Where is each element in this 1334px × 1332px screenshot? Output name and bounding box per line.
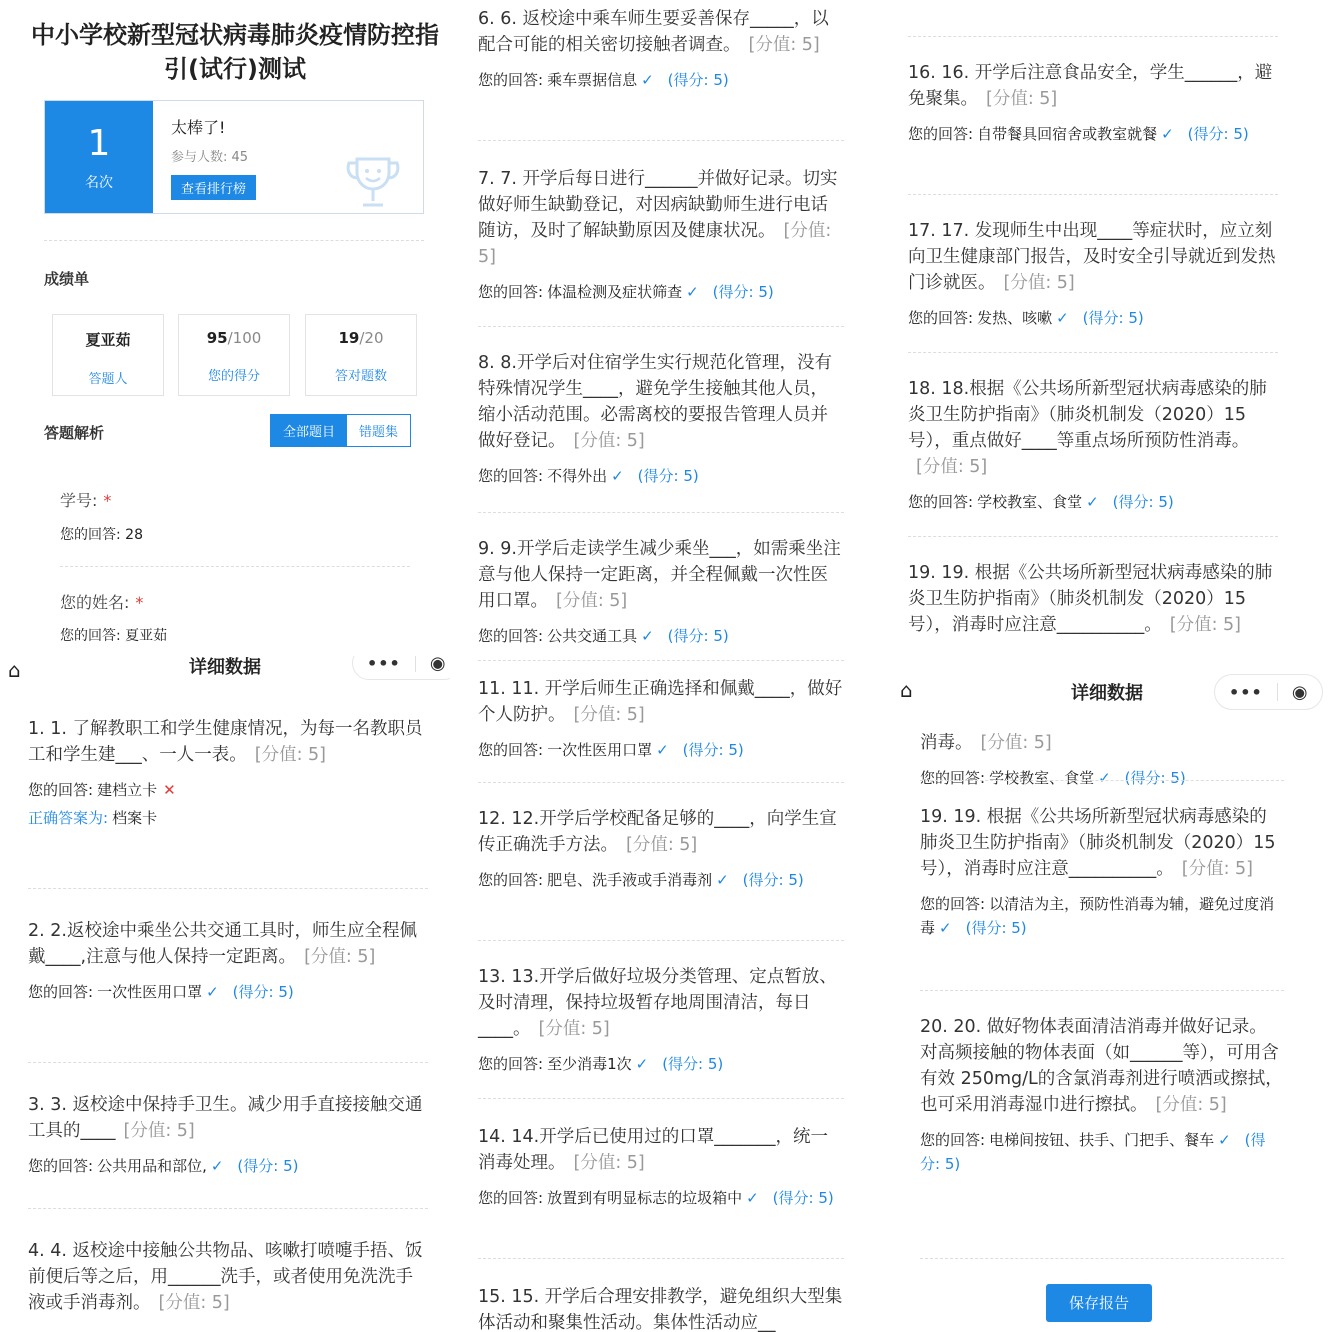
answer-line [478, 280, 844, 304]
divider [478, 326, 844, 327]
question-text [478, 806, 844, 858]
question-item [920, 804, 1284, 940]
wrong-icon: ✕ [163, 781, 176, 799]
score-text: (得分: 5) [1112, 493, 1174, 511]
detail-panel-4 [880, 668, 1334, 1332]
report-title: 成绩单 [44, 270, 90, 288]
question-item [478, 1124, 844, 1210]
question-text [28, 716, 428, 768]
question-text [920, 730, 1284, 756]
home-icon[interactable]: ⌂ [8, 658, 21, 682]
question-points: [分值: 5] [573, 705, 645, 725]
detail-panel-1 [0, 656, 450, 1332]
score-text: (得分: 5) [237, 1157, 299, 1175]
score-text: (得分: 5) [742, 871, 804, 889]
question-points: [分值: 5] [538, 1019, 610, 1039]
score-value: 95 [206, 329, 228, 347]
answer-prefix: 您的回答: [478, 627, 544, 645]
answer-prefix: 您的回答: [908, 493, 974, 511]
home-icon[interactable]: ⌂ [900, 678, 913, 702]
question-item [478, 1284, 844, 1332]
answer-line [908, 306, 1278, 330]
check-icon: ✓ [686, 283, 699, 301]
answer-value: 电梯间按钮、扶手、门把手、餐车 [989, 1131, 1215, 1149]
question-text [908, 60, 1278, 112]
question-points: [分值: 5] [986, 89, 1058, 109]
check-icon: ✓ [641, 627, 654, 645]
question-item [28, 716, 428, 830]
answer-prefix: 您的回答: [478, 467, 544, 485]
question-points: [分值: 5] [1181, 859, 1253, 879]
score-text: (得分: 5) [662, 1055, 724, 1073]
check-icon: ✓ [716, 871, 729, 889]
question-body: 7. 7. 开学后每日进行______并做好记录。切实做好师生缺勤登记，对因病缺勤师生进行电话随访，及时了解缺勤原因及健康状况。 [478, 169, 838, 241]
nav-capsule [352, 656, 450, 680]
question-item [28, 918, 428, 1004]
divider [478, 782, 844, 783]
trophy-icon [345, 153, 401, 213]
answer-prefix: 您的回答: [478, 283, 544, 301]
divider [478, 512, 844, 513]
answer-prefix: 您的回答: [908, 309, 974, 327]
question-text [478, 1284, 844, 1332]
answer-line [908, 122, 1278, 146]
question-item [920, 1014, 1284, 1176]
respondent-label: 答题人 [88, 372, 128, 387]
divider [478, 1258, 844, 1259]
student-id-answer: 您的回答: 28 [60, 527, 143, 543]
rank-badge [45, 101, 153, 213]
answer-prefix: 您的回答: [908, 125, 974, 143]
question-item [478, 964, 844, 1076]
divider [908, 36, 1278, 37]
close-target-icon[interactable]: ◉ [1291, 681, 1308, 703]
answer-value: 放置到有明显标志的垃圾箱中 [547, 1189, 743, 1207]
score-label: 您的得分 [207, 369, 260, 384]
question-body: 6. 6. 返校途中乘车师生要妥善保存_____，以配合可能的相关密切接触者调查。 [478, 9, 829, 55]
divider [920, 1258, 1284, 1259]
question-body: 1. 1. 了解教职工和学生健康情况，为每一名教职员工和学生建___、一人一表。 [28, 719, 423, 765]
question-body: 19. 19. 根据《公共场所新型冠状病毒感染的肺炎卫生防护指南》（肺炎机制发（2020）15号），消毒时应注意__________。 [908, 563, 1273, 635]
answer-value: 公共用品和部位, [97, 1157, 207, 1175]
question-body: 12. 12.开学后学校配备足够的____，向学生宣传正确洗手方法。 [478, 809, 837, 855]
question-text [478, 964, 844, 1042]
correct-answer-line [28, 806, 428, 830]
score-card-name [52, 314, 164, 396]
detail-panel-2 [450, 0, 880, 1332]
answer-line [478, 464, 844, 488]
question-text [478, 1124, 844, 1176]
answer-line [920, 766, 1284, 790]
check-icon: ✓ [206, 983, 219, 1001]
correct-label: 答对题数 [334, 369, 387, 384]
question-points: [分值: 5] [158, 1293, 230, 1313]
answer-value: 学校教室、食堂 [989, 769, 1095, 787]
divider [478, 140, 844, 141]
score-text: (得分: 5) [232, 983, 294, 1001]
question-text [478, 350, 844, 454]
score-text: (得分: 5) [1124, 769, 1186, 787]
divider [920, 990, 1284, 991]
divider [478, 1098, 844, 1099]
tab-wrong-questions[interactable]: 错题集 [347, 415, 410, 446]
analysis-title: 答题解析 [44, 424, 105, 442]
correct-count: 19 [338, 329, 360, 347]
question-item [908, 60, 1278, 146]
divider [44, 240, 424, 241]
score-text: (得分: 5) [965, 919, 1027, 937]
score-card-points [178, 314, 290, 396]
divider [478, 660, 844, 661]
navbar [0, 656, 450, 690]
question-item [920, 730, 1284, 790]
score-text: (得分: 5) [637, 467, 699, 485]
answer-value: 不得外出 [547, 467, 608, 485]
page-title: 中小学校新型冠状病毒肺炎疫情防控指引(试行)测试 [31, 21, 439, 83]
question-points: [分值: 5] [1155, 1095, 1227, 1115]
answer-value: 学校教室、食堂 [977, 493, 1083, 511]
divider [28, 888, 428, 889]
divider [28, 1062, 428, 1063]
question-text [920, 1014, 1284, 1118]
answer-value: 建档立卡 [97, 781, 158, 799]
check-icon: ✓ [1161, 125, 1174, 143]
question-body: 18. 18.根据《公共场所新型冠状病毒感染的肺炎卫生防护指南》（肺炎机制发（2020）15号），重点做好____等重点场所预防性消毒。 [908, 379, 1267, 451]
student-id-label: 学号: * [60, 491, 112, 510]
divider [908, 352, 1278, 353]
question-body: 2. 2.返校途中乘坐公共交通工具时，师生应全程佩戴____,注意与他人保持一定距离。 [28, 921, 417, 967]
question-points: [分值: 5] [1003, 273, 1075, 293]
respondent-name: 夏亚茹 [85, 331, 131, 349]
question-item [908, 0, 1278, 2]
save-report-button[interactable]: 保存报告 [1046, 1284, 1152, 1322]
answer-line [920, 1128, 1284, 1176]
check-icon: ✓ [641, 71, 654, 89]
rank-card [44, 100, 424, 214]
score-text: (得分: 5) [920, 1131, 1266, 1173]
tab-all-questions[interactable]: 全部题目 [271, 415, 347, 446]
answer-line [478, 624, 844, 648]
rank-label: 名次 [85, 175, 113, 191]
answer-line [478, 738, 844, 762]
answer-prefix: 您的回答: [478, 1055, 544, 1073]
divider [28, 1208, 428, 1209]
answer-line [478, 1186, 844, 1210]
question-item [28, 1238, 428, 1316]
question-text [28, 1092, 428, 1144]
question-body: 20. 20. 做好物体表面清洁消毒并做好记录。对高频接触的物体表面（如______等），可用含有效 250mg/L的含氯消毒剂进行喷洒或擦拭，也可采用消毒湿巾进行擦拭。 [920, 1017, 1283, 1115]
question-points: [分值: 5] [304, 947, 376, 967]
check-icon: ✓ [939, 919, 952, 937]
check-icon: ✓ [611, 467, 624, 485]
score-total: /100 [227, 329, 262, 347]
question-body: 11. 11. 开学后师生正确选择和佩戴____，做好个人防护。 [478, 679, 843, 725]
question-points: [分值: 5] [916, 457, 988, 477]
answer-prefix: 您的回答: [920, 895, 986, 913]
score-text: (得分: 5) [682, 741, 744, 759]
question-body: 8. 8.开学后对住宿学生实行规范化管理，没有特殊情况学生____，避免学生接触其他人员，缩小活动范围。必需离校的要报告管理人员并做好登记。 [478, 353, 832, 451]
score-text: (得分: 5) [772, 1189, 834, 1207]
divider [60, 566, 410, 567]
view-leaderboard-button[interactable]: 查看排行榜 [171, 175, 256, 200]
check-icon: ✓ [1098, 769, 1111, 787]
check-icon: ✓ [1086, 493, 1099, 511]
question-text [478, 676, 844, 728]
question-body: 16. 16. 开学后注意食品安全，学生______，避免聚集。 [908, 63, 1273, 109]
question-points: [分值: 5] [573, 431, 645, 451]
answer-line [28, 778, 428, 802]
check-icon: ✓ [1218, 1131, 1231, 1149]
answer-line [478, 68, 844, 92]
answer-line [908, 490, 1278, 514]
more-icon[interactable]: ••• [367, 656, 401, 673]
divider [908, 194, 1278, 195]
question-text [920, 804, 1284, 882]
question-points: [分值: 5] [123, 1121, 195, 1141]
navbar [880, 668, 1334, 716]
rank-message: 太棒了! [171, 118, 226, 137]
rank-number: 1 [87, 123, 111, 164]
score-text: (得分: 5) [1187, 125, 1249, 143]
question-text [908, 376, 1278, 480]
answer-line [908, 0, 1278, 2]
question-points: [分值: 5] [1169, 615, 1241, 635]
nav-capsule [1214, 674, 1323, 710]
answer-value: 体温检测及症状筛查 [547, 283, 683, 301]
check-icon: ✓ [656, 741, 669, 759]
answer-value: 至少消毒1次 [547, 1055, 632, 1073]
question-text [908, 560, 1278, 638]
correct-answer-label: 正确答案为: [28, 809, 109, 827]
question-points: [分值: 5] [748, 35, 820, 55]
answer-line [478, 868, 844, 892]
answer-line [478, 1052, 844, 1076]
correct-total: /20 [359, 329, 384, 347]
more-icon[interactable]: ••• [1229, 682, 1263, 702]
check-icon: ✓ [635, 1055, 649, 1073]
score-text: (得分: 5) [712, 283, 774, 301]
analysis-tabs [270, 414, 411, 447]
answer-value: 肥皂、洗手液或手消毒剂 [547, 871, 713, 889]
answer-prefix: 您的回答: [920, 1131, 986, 1149]
correct-answer-value: 档案卡 [112, 809, 158, 827]
question-item [908, 376, 1278, 514]
close-target-icon[interactable]: ◉ [429, 656, 446, 674]
question-body: 17. 17. 发现师生中出现____等症状时，应立刻向卫生健康部门报告，及时安全引导就近到发热门诊就医。 [908, 221, 1276, 293]
question-points: [分值: 5] [573, 1153, 645, 1173]
answer-prefix: 您的回答: [28, 1157, 94, 1175]
answer-prefix: 您的回答: [478, 871, 544, 889]
answer-value: 乘车票据信息 [547, 71, 638, 89]
participant-count: 参与人数: 45 [171, 150, 249, 165]
answer-prefix: 您的回答: [920, 769, 986, 787]
question-body: 消毒。 [920, 733, 973, 753]
answer-prefix: 您的回答: [478, 741, 544, 759]
question-points: [分值: 5] [478, 221, 832, 267]
question-text [908, 218, 1278, 296]
answer-value: 以清洁为主，预防性消毒为辅，避免过度消毒 [920, 895, 1275, 937]
question-item [478, 806, 844, 892]
question-text [28, 918, 428, 970]
answer-line [28, 980, 428, 1004]
divider [478, 940, 844, 941]
question-text [478, 166, 844, 270]
question-body: 15. 15. 开学后合理安排教学，避免组织大型集体活动和聚集性活动。集体性活动应__ [478, 1287, 843, 1332]
check-icon: ✓ [210, 1157, 224, 1175]
answer-prefix: 您的回答: [28, 983, 94, 1001]
question-body: 9. 9.开学后走读学生减少乘坐___，如需乘坐注意与他人保持一定距离，并全程佩戴一次性医用口罩。 [478, 539, 841, 611]
question-text [478, 6, 844, 58]
question-points: [分值: 5] [626, 835, 698, 855]
detail-panel-3 [880, 0, 1334, 668]
question-text [478, 536, 844, 614]
report-panel [0, 0, 450, 656]
question-item [908, 560, 1278, 638]
question-text [28, 1238, 428, 1316]
score-text: (得分: 5) [1082, 309, 1144, 327]
question-item [28, 1092, 428, 1178]
question-item [478, 676, 844, 762]
question-body: 13. 13.开学后做好垃圾分类管理、定点暂放、及时清理，保持垃圾暂存地周围清洁，每日____。 [478, 967, 837, 1039]
question-item [478, 536, 844, 648]
check-icon: ✓ [746, 1189, 759, 1207]
answer-value: 自带餐具回宿舍或教室就餐 [977, 125, 1158, 143]
question-body: 3. 3. 返校途中保持手卫生。减少用手直接接触交通工具的____ [28, 1095, 423, 1141]
question-points: [分值: 5] [980, 733, 1052, 753]
divider [920, 780, 1284, 781]
nav-title: 详细数据 [189, 657, 261, 678]
question-body: 19. 19. 根据《公共场所新型冠状病毒感染的肺炎卫生防护指南》（肺炎机制发（2020）15号），消毒时应注意__________。 [920, 807, 1276, 879]
answer-line [920, 892, 1284, 940]
answer-value: 发热、咳嗽 [977, 309, 1053, 327]
check-icon: ✓ [1056, 309, 1069, 327]
answer-prefix: 您的回答: [28, 781, 94, 799]
name-label: 您的姓名: * [60, 593, 144, 612]
question-body: 4. 4. 返校途中接触公共物品、咳嗽打喷嚏手捂、饭前便后等之后，用______洗手，或者使用免洗洗手液或手消毒剂。 [28, 1241, 423, 1313]
question-item [478, 6, 844, 92]
question-item [478, 166, 844, 304]
score-card-correct [305, 314, 417, 396]
question-points: [分值: 5] [556, 591, 628, 611]
answer-value: 一次性医用口罩 [547, 741, 653, 759]
answer-prefix: 您的回答: [478, 1189, 544, 1207]
question-points: [分值: 5] [254, 745, 326, 765]
question-item [478, 350, 844, 488]
answer-line [28, 1154, 428, 1178]
question-body: 14. 14.开学后已使用过的口罩_______，统一消毒处理。 [478, 1127, 828, 1173]
score-text: (得分: 5) [667, 71, 729, 89]
answer-value: 公共交通工具 [547, 627, 638, 645]
divider [908, 536, 1278, 537]
question-item [908, 218, 1278, 330]
name-answer: 您的回答: 夏亚茹 [60, 628, 168, 644]
nav-title: 详细数据 [1071, 683, 1143, 704]
answer-value: 一次性医用口罩 [97, 983, 203, 1001]
score-text: (得分: 5) [667, 627, 729, 645]
answer-prefix: 您的回答: [478, 71, 544, 89]
